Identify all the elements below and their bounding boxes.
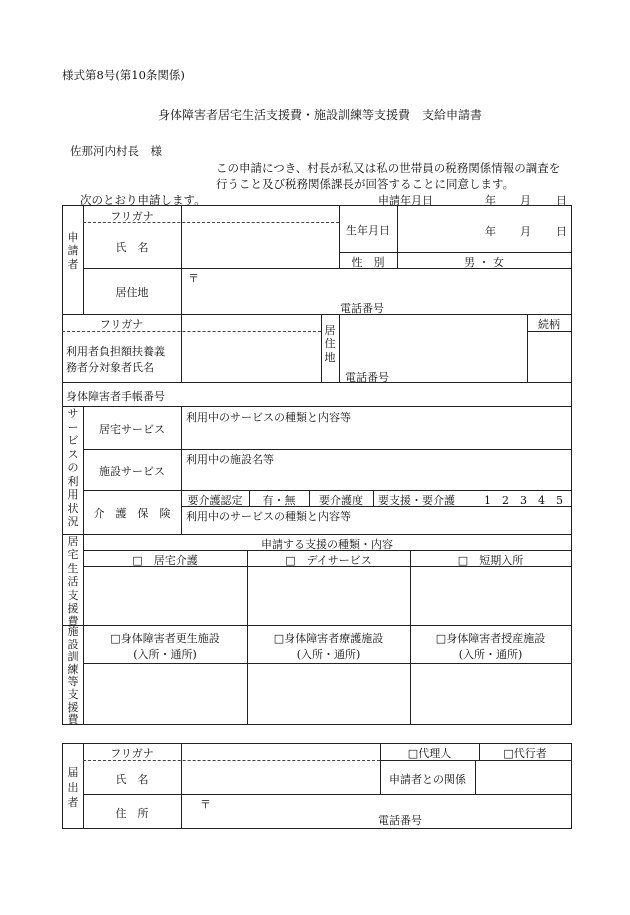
rehab-facility-option[interactable]: □身体障害者更生施設 (110, 632, 220, 645)
obligor-furigana-label: フリガナ (99, 318, 144, 331)
care-insurance-note: 利用中のサービスの種類と内容等 (186, 510, 351, 523)
dob-field[interactable] (398, 206, 570, 251)
applicant-section-label: 申請者 (67, 231, 79, 271)
day-service-detail-field[interactable] (248, 567, 409, 624)
facility-service-label: 施設サービス (99, 465, 165, 478)
home-care-option[interactable]: □ 居宅介護 (132, 554, 198, 567)
vocational-facility-option[interactable]: □身体障害者授産施設 (435, 632, 546, 645)
handbook-number-label: 身体障害者手帳番号 (66, 390, 165, 403)
obligor-furigana-field[interactable] (182, 315, 320, 330)
submitter-furigana-field[interactable] (182, 744, 379, 759)
obligor-phone-label: 電話番号 (345, 371, 389, 384)
consent-line-2: 行うこと及び税務関係課長が回答することに同意します。 (216, 177, 515, 191)
care-level-type[interactable]: 要支援・要介護 (378, 494, 455, 507)
vocational-facility-detail-field[interactable] (411, 664, 570, 723)
dob-month: 月 (520, 225, 531, 238)
submitter-address-label: 住 所 (115, 807, 149, 820)
home-support-section-label: 居宅生活支援費 (67, 535, 79, 629)
application-month: 月 (520, 194, 531, 207)
address-label: 居住地 (115, 286, 149, 299)
addressee: 佐那河内村長 様 (70, 144, 162, 158)
relation-label: 申請者との関係 (389, 773, 466, 786)
agent-checkbox[interactable]: □代理人 (407, 747, 452, 760)
obligor-name-line-1: 利用者負担額扶養義 (66, 345, 165, 358)
obligor-name-line-2: 務者分対象者氏名 (66, 361, 154, 374)
home-care-detail-field[interactable] (84, 567, 246, 624)
rehab-facility-type[interactable]: (入所・通所) (133, 648, 197, 661)
requested-support-header: 申請する支援の種類・内容 (261, 538, 393, 551)
applicant-name-field[interactable] (182, 224, 338, 267)
form-number: 様式第8号(第10条関係) (62, 68, 185, 82)
short-stay-option[interactable]: □ 短期入所 (457, 554, 524, 567)
application-date-label: 申請年月日 (378, 194, 433, 207)
service-usage-section-label: サービスの利用状況 (67, 407, 79, 528)
nursing-facility-detail-field[interactable] (248, 664, 409, 723)
care-level-label: 要介護度 (319, 494, 363, 507)
home-service-label: 居宅サービス (99, 423, 165, 436)
nursing-facility-type[interactable]: (入所・通所) (296, 648, 361, 661)
obligor-residence-label: 居住地 (324, 324, 336, 364)
facility-support-section-label: 施設訓練等支援費 (67, 625, 79, 727)
postal-mark: 〒 (188, 272, 199, 285)
rehab-facility-detail-field[interactable] (84, 664, 246, 723)
consent-line-1: この申請につき、村長が私又は私の世帯員の税務関係情報の調査を (216, 161, 561, 175)
applicant-name-label: 氏 名 (115, 241, 149, 254)
submitter-section-label: 届出者 (67, 766, 79, 809)
care-cert-label: 要介護認定 (187, 494, 243, 507)
relationship-label: 続柄 (538, 318, 560, 331)
application-day: 日 (556, 194, 567, 207)
submitter-name-field[interactable] (182, 762, 379, 793)
care-insurance-field[interactable] (182, 522, 570, 533)
care-level-numbers[interactable]: 1 2 3 4 5 (484, 494, 563, 507)
relation-field[interactable] (476, 762, 570, 793)
application-year: 年 (485, 194, 496, 207)
sex-options[interactable]: 男 ・ 女 (464, 256, 504, 269)
obligor-name-field[interactable] (182, 333, 320, 381)
submitter-postal-mark: 〒 (200, 798, 211, 811)
care-cert-options[interactable]: 有・無 (262, 494, 296, 507)
home-service-field[interactable] (182, 424, 570, 448)
apply-text: 次のとおり申請します。 (80, 193, 206, 207)
day-service-option[interactable]: □ デイサービス (285, 554, 372, 567)
vocational-facility-type[interactable]: (入所・通所) (458, 648, 523, 661)
applicant-phone-label: 電話番号 (340, 302, 384, 315)
submitter-address-field[interactable] (182, 796, 570, 810)
dob-day: 日 (556, 225, 567, 238)
care-insurance-label: 介 護 保 険 (93, 507, 171, 520)
address-field[interactable] (182, 282, 570, 296)
applicant-furigana-label: フリガナ (110, 210, 154, 223)
home-service-note: 利用中のサービスの種類と内容等 (186, 411, 351, 424)
dob-year: 年 (485, 225, 496, 238)
facility-service-note: 利用中の施設名等 (186, 453, 274, 466)
obligor-residence-field[interactable] (340, 315, 526, 369)
submitter-furigana-label: フリガナ (110, 747, 154, 760)
applicant-furigana-field[interactable] (182, 206, 338, 221)
short-stay-detail-field[interactable] (411, 567, 570, 624)
dob-label: 生年月日 (346, 224, 390, 237)
submitter-name-label: 氏 名 (115, 773, 149, 786)
facility-service-field[interactable] (182, 466, 570, 489)
proxy-checkbox[interactable]: □代行者 (503, 747, 547, 760)
sex-label: 性 別 (351, 256, 385, 269)
handbook-number-field[interactable] (182, 384, 570, 405)
submitter-phone-label: 電話番号 (378, 814, 422, 827)
relationship-field[interactable] (528, 333, 570, 381)
nursing-facility-option[interactable]: □身体障害者療護施設 (273, 632, 384, 645)
form-title: 身体障害者居宅生活支援費・施設訓練等支援費 支給申請書 (158, 108, 483, 122)
